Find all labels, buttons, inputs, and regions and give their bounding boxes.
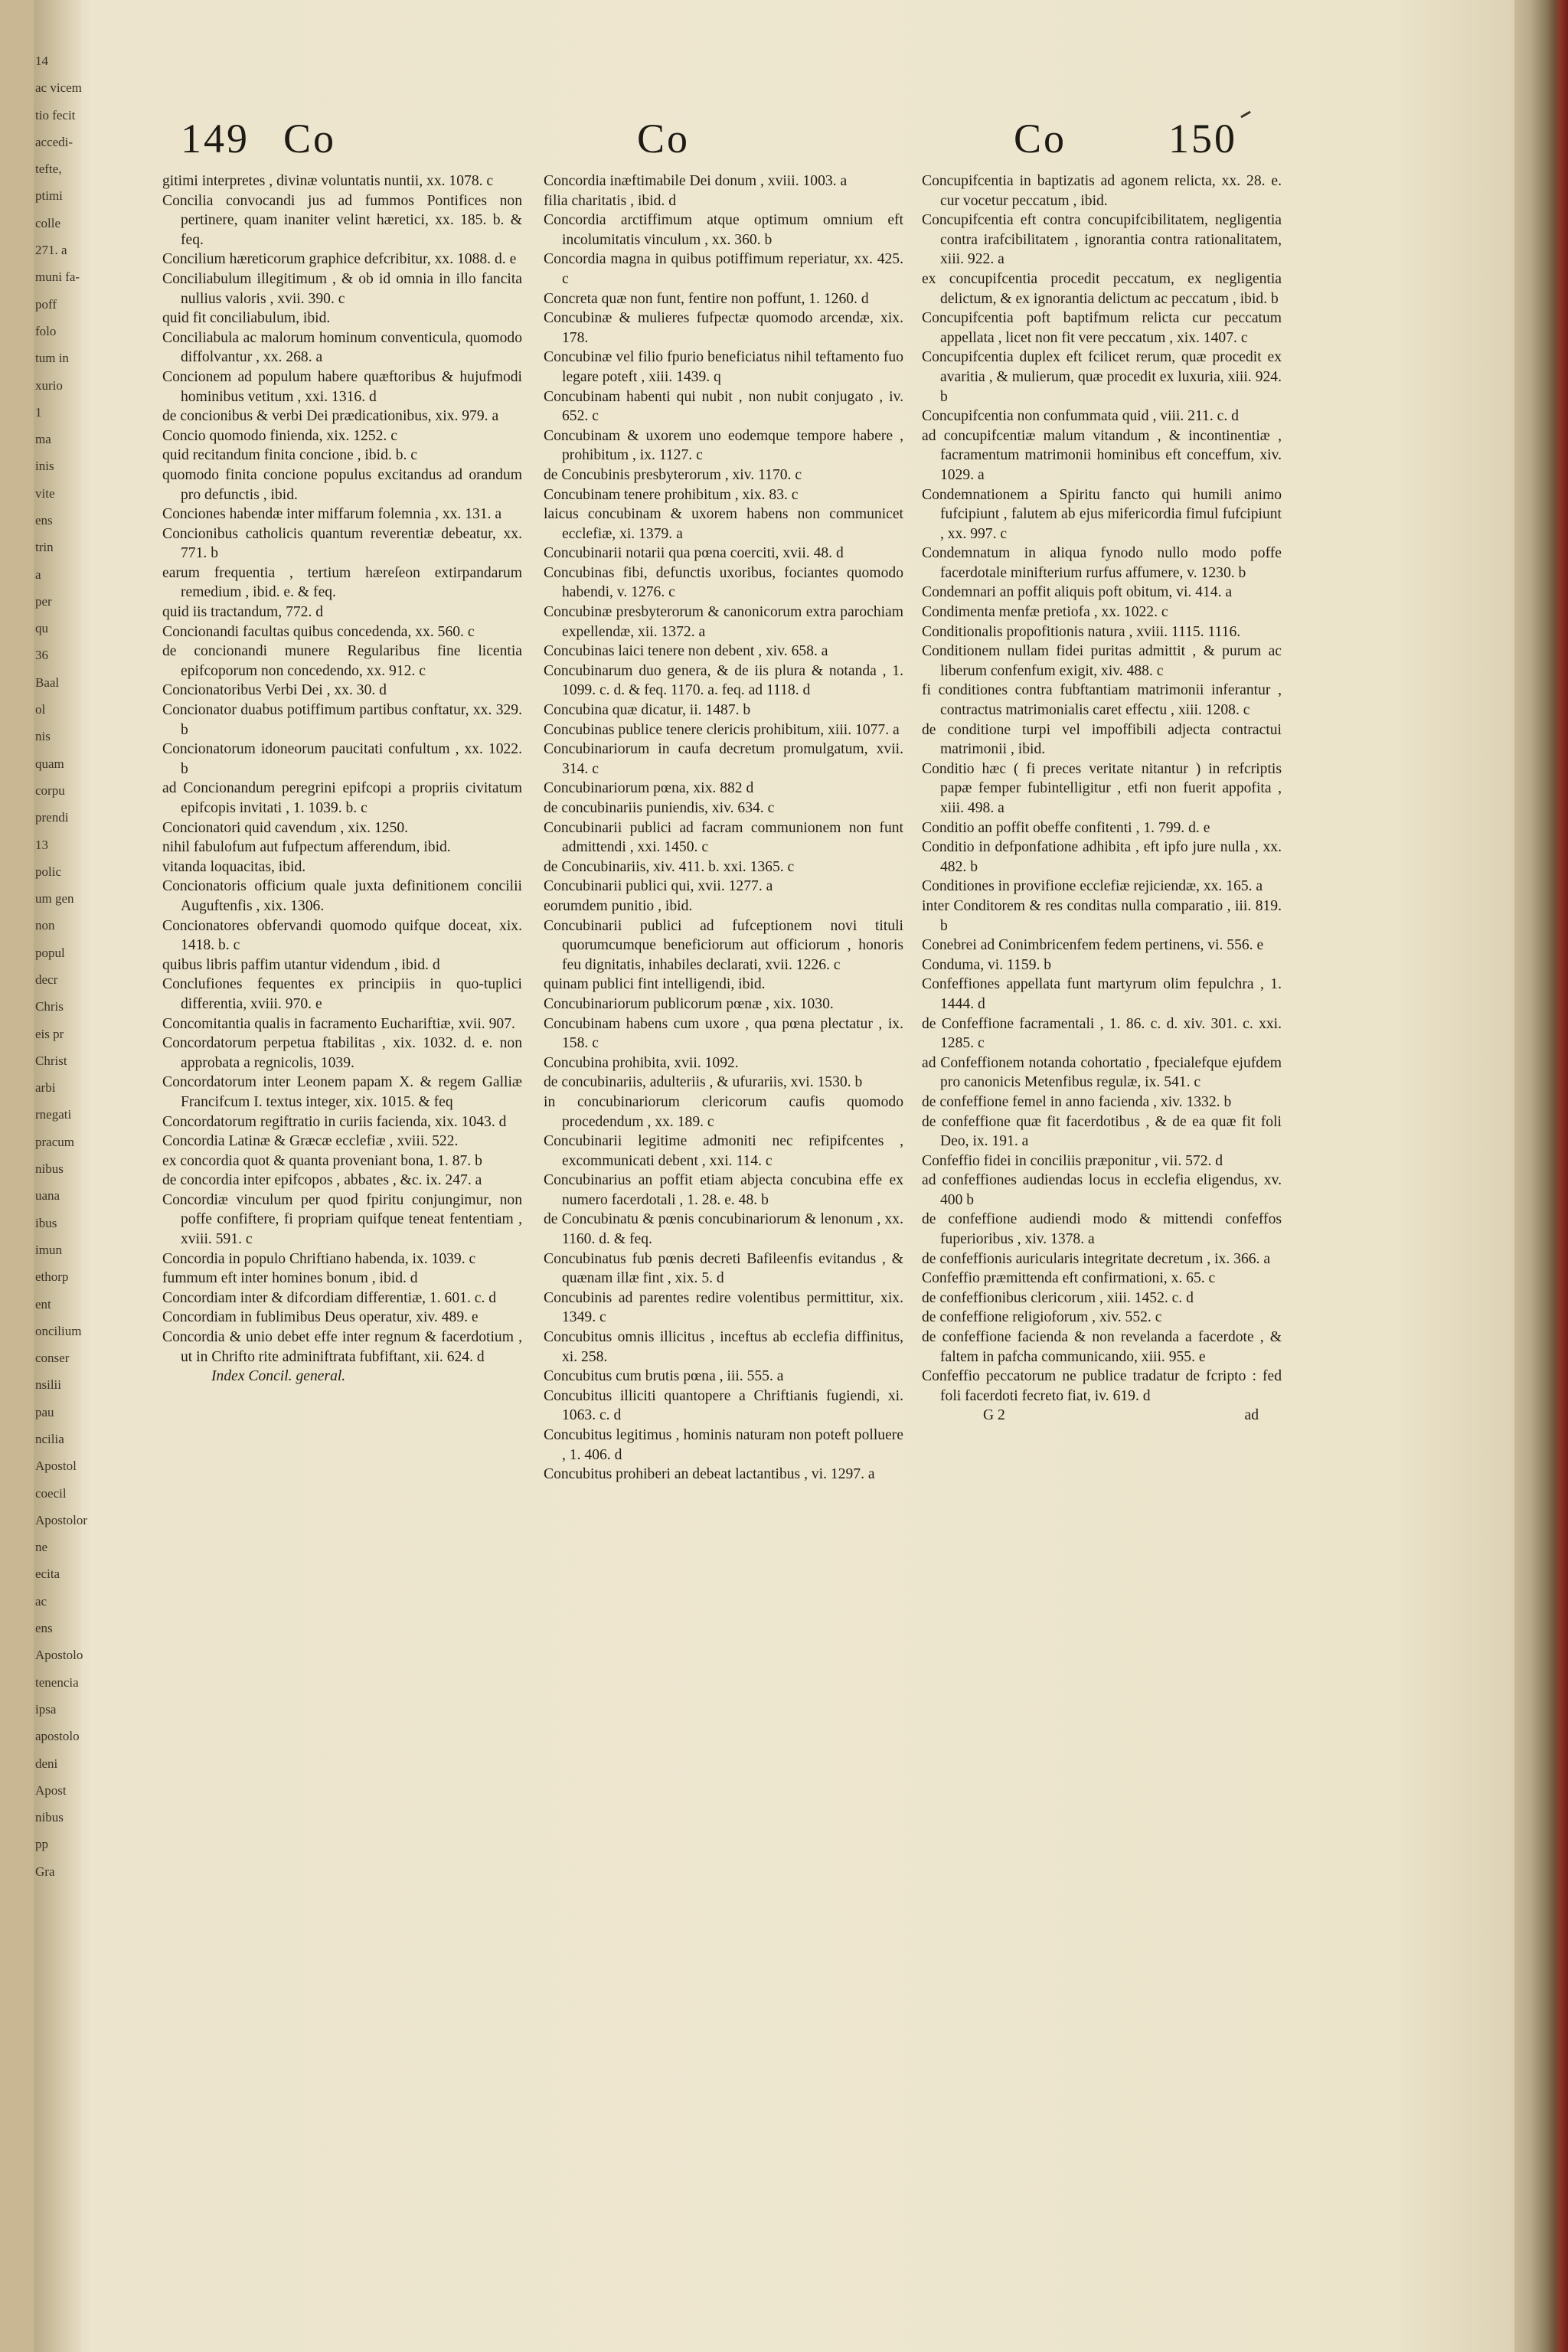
gutter-fragment: conser <box>35 1351 70 1366</box>
index-entry: ad Concionandum peregrini epifcopi a propriis civitatum epifcopis invitati , 1. 1039. b. c <box>162 780 522 816</box>
gutter-fragment: tenencia <box>35 1674 79 1690</box>
gutter-fragment: Apostolor <box>35 1512 87 1527</box>
index-entry: Concubinarii publici qui, xvii. 1277. a <box>544 878 773 895</box>
gutter-fragment: imun <box>35 1242 62 1257</box>
gutter-fragment: nis <box>35 729 51 744</box>
gutter-fragment: um gen <box>35 891 74 906</box>
index-entry: de Confeffione facramentali , 1. 86. c. d. xiv. 301. c. xxi. 1285. c <box>922 1015 1282 1052</box>
index-entry: Concubinarii notarii qua pœna coerciti, xvii. 48. d <box>544 545 844 562</box>
index-entry: de concionibus & verbi Dei prædicationibus, xix. 979. a <box>162 408 499 425</box>
gutter-fragment: Apostolo <box>35 1648 83 1663</box>
index-entry: Confeffio præmittenda eft confirmationi, x. 65. c <box>922 1270 1216 1287</box>
index-entry: de confeffione facienda & non revelanda a facerdote , & faltem in pafcha communicando, xiii. 955. e <box>922 1329 1282 1365</box>
index-entry: Conditio hæc ( fi preces veritate nitantur ) in refcriptis papæ femper fubintelligitur , etfi non fuerit appofita , xiii. 498. a <box>922 760 1282 816</box>
index-entry: Concordatorum regiftratio in curiis facienda, xix. 1043. d <box>162 1113 507 1130</box>
index-entry: Concubinam tenere prohibitum , xix. 83. c <box>544 486 799 503</box>
gutter-fragment: 1 <box>35 404 42 420</box>
gutter-fragment: accedi- <box>35 134 74 149</box>
gutter-fragment: Apostol <box>35 1459 77 1474</box>
index-entry: Concordatorum perpetua ftabilitas , xix. 1032. d. e. non approbata a regnicolis, 1039. <box>162 1035 522 1071</box>
index-entry: Concubinam habens cum uxore , qua pœna plectatur , ix. 158. c <box>544 1015 903 1052</box>
index-entry: Conditio in defponfatione adhibita , eft ipfo jure nulla , xx. 482. b <box>922 839 1282 875</box>
index-entry: Concionatori quid cavendum , xix. 1250. <box>162 819 409 836</box>
index-entry: earum frequentia , tertium hæreſeon extirpandarum remedium , ibid. e. & feq. <box>162 564 522 601</box>
index-entry: Condimenta menfæ pretiofa , xx. 1022. c <box>922 604 1168 621</box>
index-entry: Concordiæ vinculum per quod fpiritu conjungimur, non poffe confiftere, fi propriam quifque teneat fententiam , xviii. 591. c <box>162 1191 522 1248</box>
index-entry: Concionatoris officium quale juxta definitionem concilii Auguftenfis , xix. 1306. <box>162 878 522 914</box>
index-entry: nihil fabulofum aut fufpectum afferendum, ibid. <box>162 839 451 856</box>
header-left: Co <box>283 116 337 162</box>
index-entry: Concionator duabus potiffimum partibus conftatur, xx. 329. b <box>162 702 522 738</box>
index-entry: de confeffione audiendi modo & mittendi confeffos fuperioribus , xiv. 1378. a <box>922 1211 1282 1248</box>
index-entry: de confeffione religioforum , xiv. 552. c <box>922 1309 1162 1326</box>
gutter-fragment: ipsa <box>35 1701 57 1717</box>
index-entry: Condemnari an poffit aliquis poft obitum, vi. 414. a <box>922 584 1233 601</box>
gutter-fragment: arbi <box>35 1080 56 1096</box>
index-entry: Concubinarii publici ad facram communionem non funt admittendi , xxi. 1450. c <box>544 819 903 856</box>
index-entry: Conclufiones fequentes ex principiis in quo-tuplici differentia, xviii. 970. e <box>162 976 522 1012</box>
gutter-fragment: Christ <box>35 1053 67 1068</box>
index-entry: Concordia in populo Chriftiano habenda, ix. 1039. c <box>162 1250 476 1267</box>
gutter-fragment: xurio <box>35 377 63 393</box>
index-entry: quid recitandum finita concione , ibid. b. c <box>162 447 417 464</box>
gutter-fragment: nsilii <box>35 1377 62 1393</box>
index-entry: quid iis tractandum, 772. d <box>162 604 324 621</box>
index-entry: Concubina quæ dicatur, ii. 1487. b <box>544 702 751 719</box>
index-entry: Concubinas fibi, defunctis uxoribus, fociantes quomodo habendi, v. 1276. c <box>544 564 903 601</box>
index-entry: de confeffione femel in anno facienda , xiv. 1332. b <box>922 1093 1232 1110</box>
index-entry: Concilia convocandi jus ad fummos Pontifices non pertinere, quam inaniter velint hæretici, xx. 185. b. & feq. <box>162 192 522 248</box>
index-entry: quinam publici fint intelligendi, ibid. <box>544 976 766 993</box>
index-entry: de Concubinis presbyterorum , xiv. 1170. c <box>544 466 802 483</box>
gutter-fragment: ent <box>35 1296 51 1312</box>
gutter-fragment: trin <box>35 540 54 555</box>
gutter-fragment: 13 <box>35 837 48 852</box>
index-entry: Conciones habendæ inter miffarum folemnia , xx. 131. a <box>162 506 502 523</box>
gutter-fragment: non <box>35 918 55 933</box>
gutter-fragment: corpu <box>35 782 65 798</box>
index-column-3 <box>922 172 1282 1426</box>
index-column-1 <box>162 172 522 1387</box>
gutter-fragment: prendi <box>35 810 69 825</box>
index-entry: de concubinariis, adulteriis , & ufurariis, xvi. 1530. b <box>544 1074 863 1091</box>
index-column-2 <box>544 172 903 1485</box>
index-entry: Concordia & unio debet effe inter regnum & facerdotium , ut in Chrifto rite adminiftrata fubfiftant, xii. 624. d <box>162 1329 522 1365</box>
gutter-fragment: Baal <box>35 675 60 690</box>
gutter-fragment: decr <box>35 972 58 987</box>
index-entry: gitimi interpretes , divinæ voluntatis nuntii, xx. 1078. c <box>162 173 494 189</box>
book-page <box>34 0 1514 2352</box>
index-entry: Concionatores obfervandi quomodo quifque doceat, xix. 1418. b. c <box>162 917 522 954</box>
index-entry: de concordia inter epifcopos , abbates , &c. ix. 247. a <box>162 1172 482 1189</box>
index-entry: fummum eft inter homines bonum , ibid. d <box>162 1270 418 1287</box>
index-entry: Concilium hæreticorum graphice defcribitur, xx. 1088. d. e <box>162 251 517 268</box>
gutter-fragment: ol <box>35 702 46 717</box>
gutter-fragment: vite <box>35 485 55 501</box>
index-entry: Concubinas publice tenere clericis prohibitum, xiii. 1077. a <box>544 721 900 738</box>
gutter-fragment: ncilia <box>35 1432 64 1446</box>
index-entry: Concionibus catholicis quantum reverentiæ debeatur, xx. 771. b <box>162 525 522 562</box>
index-entry: Concubinæ & mulieres fufpectæ quomodo arcendæ, xix. 178. <box>544 310 903 346</box>
index-entry: Concubinarius an poffit etiam abjecta concubina effe ex numero facerdotali , 1. 28. e. 48. b <box>544 1172 903 1208</box>
index-entry: quomodo finita concione populus excitandus ad orandum pro defunctis , ibid. <box>162 466 522 503</box>
index-entry: Concubinis ad parentes redire volentibus permittitur, xix. 1349. c <box>544 1289 903 1326</box>
gutter-fragment: a <box>35 567 41 582</box>
index-entry: ad confeffiones audiendas locus in ecclefia eligendus, xv. 400 b <box>922 1172 1282 1208</box>
index-entry: Confeffiones appellata funt martyrum olim fepulchra , 1. 1444. d <box>922 976 1282 1012</box>
gutter-fragment: ethorp <box>35 1269 69 1285</box>
index-entry: de confeffione quæ fit facerdotibus , & de ea quæ fit foli Deo, ix. 191. a <box>922 1113 1282 1150</box>
index-entry: Confeffio peccatorum ne publice tradatur de fcripto : fed foli facerdoti fecreto fiat, iv. 619. d <box>922 1368 1282 1404</box>
index-entry: Concordia arctiffimum atque optimum omnium eft incolumitatis vinculum , xx. 360. b <box>544 212 903 248</box>
index-entry: de Concubinatu & pœnis concubinariorum & lenonum , xx. 1160. d. & feq. <box>544 1211 903 1248</box>
index-entry: Conciliabula ac malorum hominum conventicula, quomodo diffolvantur , xx. 268. a <box>162 329 522 366</box>
index-entry: Concubitus illiciti quantopere a Chriftianis fugiendi, xi. 1063. c. d <box>544 1387 903 1424</box>
index-entry: Concubinæ presbyterorum & canonicorum extra parochiam expellendæ, xii. 1372. a <box>544 604 903 640</box>
index-entry: quibus libris paffim utantur videndum , ibid. d <box>162 956 440 973</box>
header-center: Co <box>637 116 691 162</box>
index-entry: Concubinariorum publicorum pœnæ , xix. 1030. <box>544 995 834 1012</box>
index-entry: Concubitus omnis illicitus , inceftus ab ecclefia diffinitus, xi. 258. <box>544 1329 903 1365</box>
gutter-fragment: oncilium <box>35 1323 82 1338</box>
signature-mark: G 2 <box>983 1407 1005 1424</box>
index-entry: Concordiam inter & difcordiam differentiæ, 1. 601. c. d <box>162 1289 497 1306</box>
gutter-fragment: inis <box>35 459 54 474</box>
index-entry: Concubinas laici tenere non debent , xiv. 658. a <box>544 643 828 660</box>
gutter-fragment: nibus <box>35 1161 64 1177</box>
gutter-fragment: Chris <box>35 999 64 1014</box>
index-entry: ad Confeffionem notanda cohortatio , fpecialefque ejufdem pro canonicis Metenfibus regulæ, ix. 541. c <box>922 1054 1282 1091</box>
gutter-fragment: qu <box>35 621 48 636</box>
index-entry: Concordia inæftimabile Dei donum , xviii. 1003. a <box>544 173 848 189</box>
gutter-fragment: 36 <box>35 648 48 663</box>
index-entry: in concubinariorum clericorum caufis quomodo procedendum , xx. 189. c <box>544 1093 903 1130</box>
index-entry: Concubinæ vel filio fpurio beneficiatus nihil teftamento fuo legare poteft , xiii. 1439. q <box>544 349 903 385</box>
index-entry: Concubinam habenti qui nubit , non nubit conjugato , iv. 652. c <box>544 388 903 425</box>
index-entry: Concupifcentia duplex eft fcilicet rerum, quæ procedit ex avaritia , & mulierum, quæ procedit ex luxuria, xiii. 924. b <box>922 349 1282 405</box>
index-entry: Concionatoribus Verbi Dei , xx. 30. d <box>162 682 387 699</box>
gutter-fragment: colle <box>35 215 61 230</box>
gutter-fragment: ibus <box>35 1215 57 1230</box>
gutter-fragment: apostolo <box>35 1729 80 1744</box>
index-entry: Concionatorum idoneorum paucitati confultum , xx. 1022. b <box>162 741 522 777</box>
index-entry: Conditio an poffit obeffe confitenti , 1. 799. d. e <box>922 819 1210 836</box>
index-entry: Concubinarii legitime admoniti nec refipifcentes , excommunicati debent , xxi. 114. c <box>544 1133 903 1169</box>
index-entry: Concio quomodo finienda, xix. 1252. c <box>162 427 397 444</box>
gutter-fragment: deni <box>35 1756 58 1771</box>
gutter-fragment: tefte, <box>35 162 62 177</box>
index-entry: Concomitantia qualis in facramento Euchariftiæ, xvii. 907. <box>162 1015 515 1032</box>
footer-line: Index Concil. general. <box>211 1368 346 1385</box>
index-entry: Concionandi facultas quibus concedenda, xx. 560. c <box>162 623 475 640</box>
index-entry: Conebrei ad Conimbricenfem fedem pertinens, vi. 556. e <box>922 937 1264 954</box>
index-entry: Concubinariorum pœna, xix. 882 d <box>544 780 754 797</box>
header-right: Co <box>1014 116 1067 162</box>
gutter-fragment: Apost <box>35 1782 67 1798</box>
gutter-fragment: ac <box>35 1593 47 1609</box>
index-entry: ad concupifcentiæ malum vitandum , & incontinentiæ , facramentum matrimonii hominibus eft conceffum, xiv. 1029. a <box>922 427 1282 483</box>
index-entry: de Concubinariis, xiv. 411. b. xxi. 1365. c <box>544 858 795 875</box>
index-entry: eorumdem punitio , ibid. <box>544 897 693 914</box>
index-entry: de confeffionibus clericorum , xiii. 1452. c. d <box>922 1289 1194 1306</box>
index-entry: ex concupifcentia procedit peccatum, ex negligentia delictum, & ex ignorantia delictum ac peccatum , ibid. b <box>922 270 1282 307</box>
index-entry: vitanda loquacitas, ibid. <box>162 858 306 875</box>
index-entry: ex concordia quot & quanta proveniant bona, 1. 87. b <box>162 1152 482 1169</box>
index-entry: Concupifcentia eft contra concupifcibilitatem, negligentia contra irafcibilitatem , ignorantia contra rationalitatem, xiii. 922. a <box>922 212 1282 268</box>
index-entry: Concreta quæ non funt, fentire non poffunt, 1. 1260. d <box>544 290 869 307</box>
gutter-fragment: quam <box>35 756 64 771</box>
index-entry: Concubinatus fub pœnis decreti Bafileenfis evitandus , & quænam illæ fint , xix. 5. d <box>544 1250 903 1287</box>
index-entry: Confeffio fidei in conciliis præponitur , vii. 572. d <box>922 1152 1223 1169</box>
index-entry: Concubinariorum in caufa decretum promulgatum, xvii. 314. c <box>544 741 903 777</box>
book-edge <box>1514 0 1568 2352</box>
index-entry: de confeffionis auricularis integritate decretum , ix. 366. a <box>922 1250 1271 1267</box>
index-entry: Concupifcentia in baptizatis ad agonem relicta, xx. 28. e. cur vocetur peccatum , ibid. <box>922 173 1282 209</box>
gutter-fragment: pp <box>35 1837 48 1852</box>
gutter-fragment: nibus <box>35 1810 64 1825</box>
gutter-fragment: rnegati <box>35 1107 72 1122</box>
index-entry: Concionem ad populum habere quæftoribus & hujufmodi hominibus vetitum , xxi. 1316. d <box>162 368 522 405</box>
index-entry: Condemnatum in aliqua fynodo nullo modo poffe facerdotale minifterium rurfus affumere, v. 1230. b <box>922 545 1282 581</box>
index-entry: quid fit conciliabulum, ibid. <box>162 310 331 327</box>
index-entry: Concubitus cum brutis pœna , iii. 555. a <box>544 1368 784 1385</box>
index-entry: de concubinariis puniendis, xiv. 634. c <box>544 800 775 816</box>
index-entry: Conciliabulum illegitimum , & ob id omnia in illo fancita nullius valoris , xvii. 390. c <box>162 270 522 307</box>
gutter-fragment: tio fecit <box>35 107 76 122</box>
gutter-fragment: ens <box>35 1621 53 1636</box>
gutter-fragment: eis pr <box>35 1026 64 1041</box>
index-entry: Concubitus legitimus , hominis naturam non poteft polluere , 1. 406. d <box>544 1427 903 1463</box>
gutter-fragment: popul <box>35 945 65 960</box>
gutter-fragment: per <box>35 593 52 609</box>
running-header <box>34 115 1514 176</box>
catchword: ad <box>1244 1407 1259 1424</box>
index-entry: Concubinarum duo genera, & de iis plura & notanda , 1. 1099. c. d. & feq. 1170. a. feq. ad 1118. d <box>544 662 903 699</box>
gutter-fragment: poff <box>35 296 57 312</box>
index-entry: Conditionem nullam fidei puritas admittit , & purum ac liberum confenfum exigit, xiv. 488. c <box>922 643 1282 679</box>
index-entry: Concordiam in fublimibus Deus operatur, xiv. 489. e <box>162 1309 479 1326</box>
page-number-right: 150 <box>1168 116 1237 162</box>
gutter-fragment: ens <box>35 513 53 528</box>
gutter-fragment: pau <box>35 1404 54 1419</box>
gutter-fragment: coecil <box>35 1485 67 1501</box>
gutter-fragment: 14 <box>35 54 48 68</box>
gutter-fragment: pracum <box>35 1134 74 1149</box>
gutter-fragment: ac vicem <box>35 80 82 96</box>
index-entry: filia charitatis , ibid. d <box>544 192 677 209</box>
facing-page-gutter <box>34 0 87 2352</box>
index-entry: Concupifcentia poft baptifmum relicta cur peccatum appellata , licet non fit vere peccatum , xix. 1407. c <box>922 310 1282 346</box>
index-entry: Concordia magna in quibus potiffimum reperiatur, xx. 425. c <box>544 251 903 287</box>
index-entry: Concubinam & uxorem uno eodemque tempore habere , prohibitum , ix. 1127. c <box>544 427 903 464</box>
gutter-fragment: 271. a <box>35 243 67 258</box>
index-entry: fi conditiones contra fubftantiam matrimonii inferantur , contractus matrimonialis caret effectu , xiii. 1208. c <box>922 682 1282 719</box>
gutter-fragment: tum in <box>35 351 69 366</box>
index-entry: Conditiones in provifione ecclefiæ rejiciendæ, xx. 165. a <box>922 878 1263 895</box>
page-number-left: 149 <box>181 116 250 162</box>
index-entry: de concionandi munere Regularibus fine licentia epifcoporum non concedendo, xx. 912. c <box>162 643 522 679</box>
gutter-fragment: ecita <box>35 1566 60 1582</box>
index-entry: Concubinarii publici ad fufceptionem novi tituli quorumcumque beneficiorum aut officiorum , honoris feu dignitatis, inhabiles declarati, xvii. 1226. c <box>544 917 903 973</box>
index-entry: de conditione turpi vel impoffibili adjecta contractui matrimonii , ibid. <box>922 721 1282 758</box>
gutter-fragment: polic <box>35 864 61 879</box>
gutter-fragment: folo <box>35 323 57 338</box>
index-entry: Concubina prohibita, xvii. 1092. <box>544 1054 739 1071</box>
gutter-fragment: ptimi <box>35 188 63 204</box>
index-entry: Condemnationem a Spiritu fancto qui humili animo fufcipiunt , falutem ab ejus mifericordia fimul fufcipiunt , xx. 997. c <box>922 486 1282 542</box>
index-entry: inter Conditorem & res conditas nulla comparatio , iii. 819. b <box>922 897 1282 934</box>
index-entry: Conditionalis propofitionis natura , xviii. 1115. 1116. <box>922 623 1241 640</box>
gutter-fragment: ne <box>35 1540 48 1555</box>
index-entry: Conduma, vi. 1159. b <box>922 956 1052 973</box>
index-entry: laicus concubinam & uxorem habens non communicet ecclefiæ, xi. 1379. a <box>544 506 903 542</box>
index-entry: Concordatorum inter Leonem papam X. & regem Galliæ Francifcum I. textus integer, xix. 1015. & feq <box>162 1074 522 1110</box>
gutter-fragment: uana <box>35 1188 60 1204</box>
signature-row <box>922 1406 1282 1426</box>
gutter-fragment: ma <box>35 432 51 447</box>
index-entry: Concubitus prohiberi an debeat lactantibus , vi. 1297. a <box>544 1466 875 1483</box>
gutter-fragment: muni fa- <box>35 270 80 285</box>
gutter-fragment: Gra <box>35 1864 55 1879</box>
index-entry: Concupifcentia non confummata quid , viii. 211. c. d <box>922 408 1239 425</box>
index-entry: Concordia Latinæ & Græcæ ecclefiæ , xviii. 522. <box>162 1133 459 1150</box>
